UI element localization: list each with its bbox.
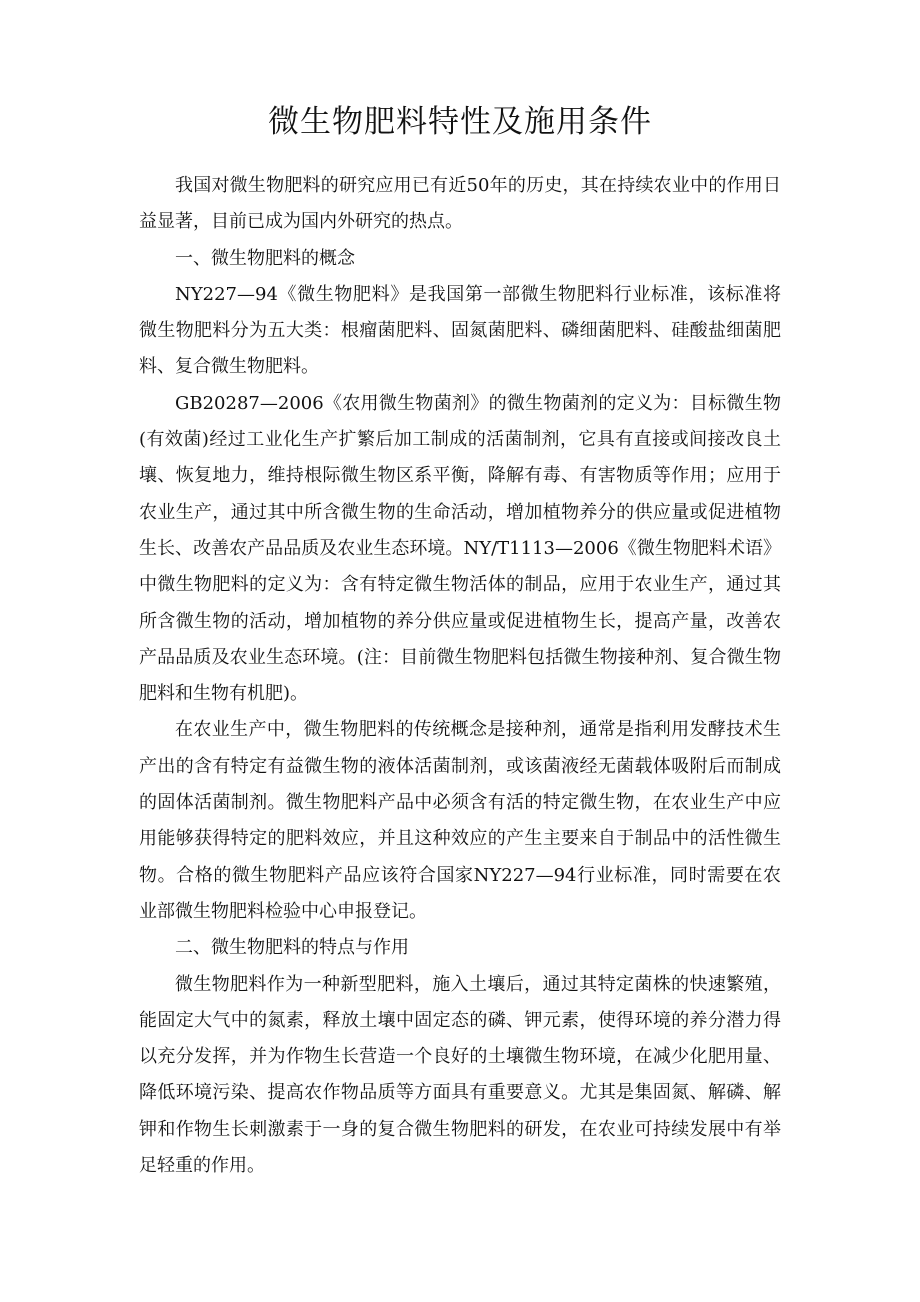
standard-paragraph: NY227—94《微生物肥料》是我国第一部微生物肥料行业标准，该标准将微生物肥料分为五大类：根瘤菌肥料、固氮菌肥料、磷细菌肥料、硅酸盐细菌肥料、复合微生物肥料。	[139, 283, 781, 378]
document-title: 微生物肥料特性及施用条件	[268, 104, 652, 140]
section-heading-features: 二、微生物肥料的特点与作用	[175, 937, 409, 959]
intro-paragraph: 我国对微生物肥料的研究应用已有近50年的历史，其在持续农业中的作用日益显著，目前已成为国内外研究的热点。	[139, 175, 781, 233]
document-page	[139, 96, 781, 1184]
traditional-concept-paragraph: 在农业生产中，微生物肥料的传统概念是接种剂，通常是指利用发酵技术生产出的含有特定有益微生物的液体活菌制剂，或该菌液经无菌载体吸附后而制成的固体活菌制剂。微生物肥料产品中必须含有活的特定微生物，在农业生产中应用能够获得特定的肥料效应，并且这种效应的产生主要来自于制品中的活性微生物。合格的微生物肥料产品应该符合国家NY227—94行业标准，同时需要在农业部微生物肥料检验中心申报登记。	[139, 719, 781, 922]
features-paragraph: 微生物肥料作为一种新型肥料，施入土壤后，通过其特定菌株的快速繁殖，能固定大气中的氮素，释放土壤中固定态的磷、钾元素，使得环境的养分潜力得以充分发挥，并为作物生长营造一个良好的土壤微生物环境，在减少化肥用量、降低环境污染、提高农作物品质等方面具有重要意义。尤其是集固氮、解磷、解钾和作物生长刺激素于一身的复合微生物肥料的研发，在农业可持续发展中有举足轻重的作用。	[139, 973, 781, 1177]
section-heading-concept: 一、微生物肥料的概念	[175, 247, 355, 269]
definition-paragraph: GB20287—2006《农用微生物菌剂》的微生物菌剂的定义为：目标微生物(有效菌)经过工业化生产扩繁后加工制成的活菌制剂，它具有直接或间接改良土壤、恢复地力，维持根际微生物区系平衡，降解有毒、有害物质等作用；应用于农业生产，通过其中所含微生物的生命活动，增加植物养分的供应量或促进植物生长、改善农产品品质及农业生态环境。NY/T1113—2006《微生物肥料术语》中微生物肥料的定义为：含有特定微生物活体的制品，应用于农业生产，通过其所含微生物的活动，增加植物的养分供应量或促进植物生长，提高产量，改善农产品品质及农业生态环境。(注：目前微生物肥料包括微生物接种剂、复合微生物肥料和生物有机肥)。	[139, 392, 781, 705]
